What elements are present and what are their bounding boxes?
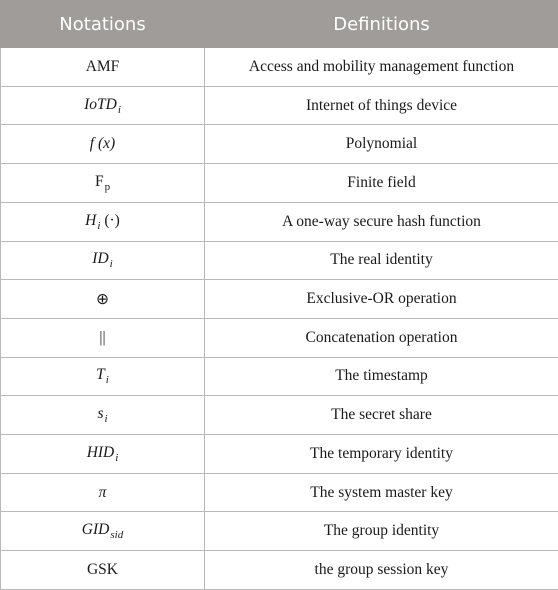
notation-cell [1,241,205,280]
notation-cell [1,396,205,435]
notation-subscript: i [109,258,113,271]
table-row [1,280,558,319]
notation-cell [1,125,205,164]
notation-cell [1,48,205,87]
table-row [1,396,558,435]
notation-cell [1,280,205,319]
notation-cell [1,512,205,551]
notation-cell [1,86,205,125]
concatenation-symbol: || [99,328,106,346]
definition-cell: Finite field [205,164,558,203]
xor-symbol: ⊕ [96,290,109,308]
notation-cell [1,435,205,474]
pi-symbol: π [98,483,107,501]
table-row [1,318,558,357]
table-row [1,86,558,125]
notation-subscript: sid [110,529,124,542]
notation-cell [1,551,205,590]
notation-subscript: i [97,219,101,232]
notation-base: HID [86,443,115,461]
definition-cell: Exclusive-OR operation [205,280,558,319]
notation-base: s [97,405,104,423]
header-notations: Notations [1,1,205,48]
definition-cell: The real identity [205,241,558,280]
table-header [1,1,558,48]
notation-function: f [89,135,95,153]
notation-base: GID [81,521,110,539]
table-body [1,48,558,590]
definition-cell: The timestamp [205,357,558,396]
table-row [1,125,558,164]
notation-text: AMF [85,57,120,75]
table-row [1,241,558,280]
definition-cell: Concatenation operation [205,318,558,357]
table-row [1,512,558,551]
notation-subscript: p [104,180,111,193]
notation-base: ID [92,250,109,268]
definition-cell: The system master key [205,473,558,512]
table-row [1,48,558,87]
notation-cell [1,473,205,512]
notation-base: IoTD [84,95,117,113]
table-row [1,435,558,474]
notation-base: T [96,366,105,384]
definition-cell: Internet of things device [205,86,558,125]
notation-cell [1,318,205,357]
table-row [1,202,558,241]
definition-cell: Polynomial [205,125,558,164]
table-row [1,357,558,396]
notation-subscript: i [115,451,119,464]
definition-cell: The temporary identity [205,435,558,474]
notation-argument: (x) [97,135,116,153]
notation-subscript: i [117,103,121,116]
definition-cell: Access and mobility management function [205,48,558,87]
definition-cell: The secret share [205,396,558,435]
notation-subscript: i [104,413,108,426]
notation-cell [1,357,205,396]
definition-cell: The group identity [205,512,558,551]
notation-cell [1,164,205,203]
notation-base: F [94,172,104,190]
definition-cell: the group session key [205,551,558,590]
table-row [1,164,558,203]
notation-subscript: i [105,374,109,387]
notation-base: H [85,211,97,229]
notation-cell [1,202,205,241]
header-row [1,1,558,48]
header-definitions: Definitions [205,1,558,48]
table-row [1,473,558,512]
definition-cell: A one-way secure hash function [205,202,558,241]
table-row [1,551,558,590]
notation-argument: (·) [104,211,120,229]
notation-text: GSK [86,561,118,579]
